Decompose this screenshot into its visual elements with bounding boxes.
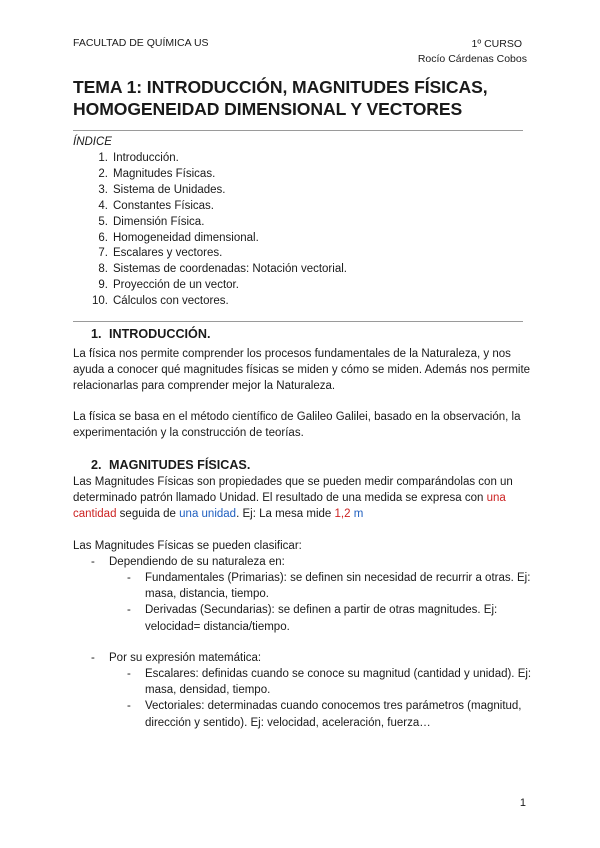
toc-item: 10. Cálculos con vectores.: [92, 295, 229, 308]
title-line-1: TEMA 1: INTRODUCCIÓN, MAGNITUDES FÍSICAS,: [73, 77, 488, 97]
section-2-heading: 2. MAGNITUDES FÍSICAS.: [91, 458, 251, 472]
list-item: - Escalares: definidas cuando se conoce su magnitud (cantidad y unidad). Ej: masa, densidad, tiempo.: [127, 668, 532, 697]
table-of-contents: [88, 151, 347, 310]
toc-item: 3. Sistema de Unidades.: [98, 183, 226, 196]
divider-bottom: [73, 321, 523, 322]
section-1-paragraph-2: La física se basa en el método científico de Galileo Galilei, basado en la observación, la experimentación y la construcción de teorías.: [73, 411, 521, 440]
highlight-unit: una unidad: [179, 508, 237, 521]
title-line-2: HOMOGENEIDAD DIMENSIONAL Y VECTORES: [73, 99, 463, 119]
header-author: Rocío Cárdenas Cobos: [417, 52, 527, 65]
section-1-paragraph-1: La física nos permite comprender los procesos fundamentales de la Naturaleza, y nos ayuda a conocer qué magnitudes físicas se miden y cómo se miden. Además nos permite relacionarlas para comprender mejor la Naturaleza.: [73, 348, 531, 393]
divider-top: [73, 130, 523, 131]
header-course: 1º CURSO: [471, 38, 522, 50]
page-number: 1: [519, 797, 526, 809]
section-1-heading: 1. INTRODUCCIÓN.: [91, 327, 211, 341]
toc-item: 7. Escalares y vectores.: [98, 247, 223, 260]
section-2-paragraph-1: Las Magnitudes Físicas son propiedades que se pueden medir comparándolas con un determinado patrón llamado Unidad. El resultado de una medida se expresa con una cantidad seguida de una unidad. Ej: La mesa mide 1,2 m: [73, 476, 513, 521]
list-item: - Dependiendo de su naturaleza en:: [91, 556, 285, 568]
list-item: - Por su expresión matemática:: [91, 652, 262, 664]
toc-item: 6. Homogeneidad dimensional.: [98, 231, 259, 244]
toc-item: 9. Proyección de un vector.: [98, 279, 239, 292]
classification-nature: [91, 554, 531, 570]
toc-item: 1. Introducción.: [98, 152, 179, 164]
section-2-paragraph-2: Las Magnitudes Físicas se pueden clasificar:: [73, 540, 302, 552]
highlight-unit-symbol: m: [353, 508, 364, 521]
classification-expression: [91, 650, 531, 666]
page-title: [73, 76, 533, 120]
index-label: ÍNDICE: [73, 136, 112, 148]
toc-item: 4. Constantes Físicas.: [98, 199, 214, 212]
highlight-value: 1,2: [334, 508, 351, 521]
classification-expression-subitems: [127, 666, 532, 731]
header-course-author: [418, 37, 527, 66]
highlight-quantity: una cantidad: [73, 492, 506, 521]
list-item: - Vectoriales: determinadas cuando conocemos tres parámetros (magnitud, dirección y sentido). Ej: velocidad, aceleración, fuerza…: [127, 700, 522, 729]
header-faculty: FACULTAD DE QUÍMICA US: [73, 37, 209, 49]
classification-nature-subitems: [127, 570, 532, 635]
list-item: - Fundamentales (Primarias): se definen sin necesidad de recurrir a otras. Ej: masa, distancia, tiempo.: [127, 572, 531, 601]
toc-item: 8. Sistemas de coordenadas: Notación vectorial.: [98, 263, 347, 276]
toc-item: 5. Dimensión Física.: [98, 215, 205, 228]
list-item: - Derivadas (Secundarias): se definen a partir de otras magnitudes. Ej: velocidad= distancia/tiempo.: [127, 604, 498, 633]
toc-item: 2. Magnitudes Físicas.: [98, 167, 216, 180]
